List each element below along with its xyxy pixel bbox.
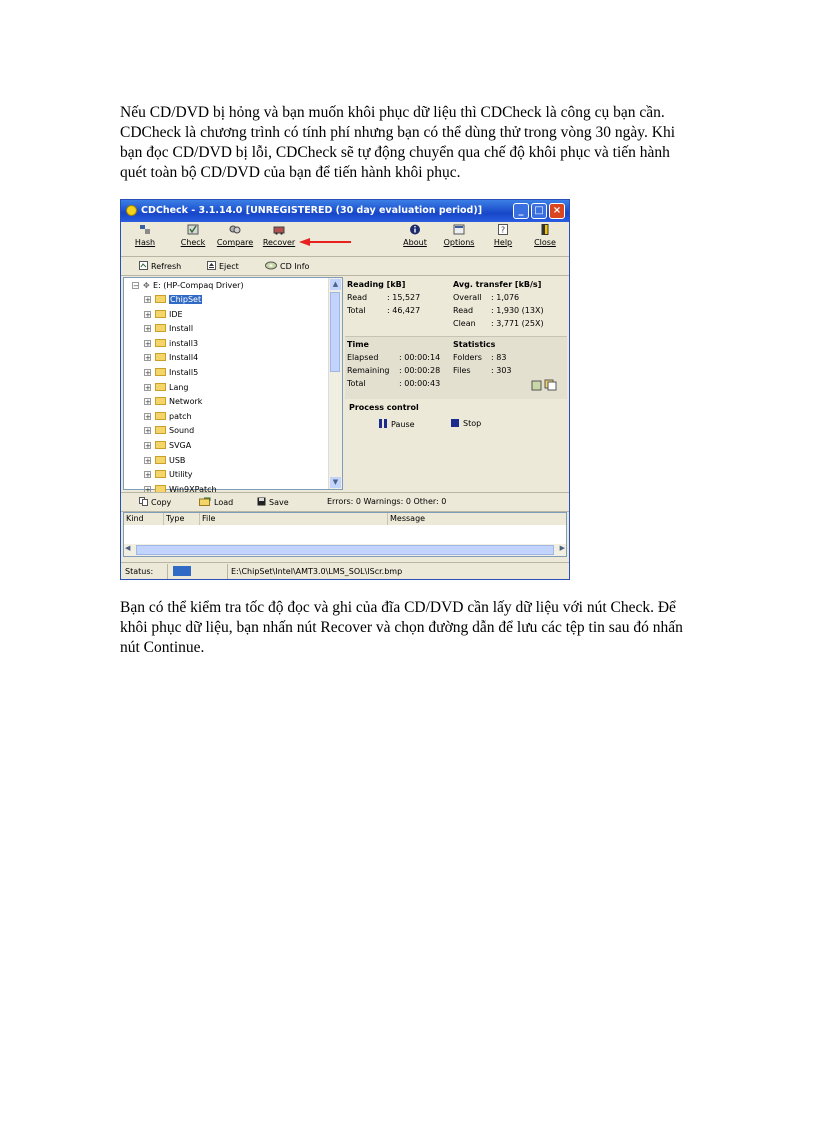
stat-label: Total bbox=[347, 379, 366, 388]
stat-label: Clean bbox=[453, 319, 476, 328]
tree-folder-item[interactable] bbox=[144, 324, 193, 336]
stat-label: Overall bbox=[453, 293, 482, 302]
pause-icon bbox=[379, 419, 387, 428]
folder-label: Sound bbox=[169, 426, 195, 436]
folder-label: ChipSet bbox=[170, 295, 202, 304]
stat-value: : 303 bbox=[491, 366, 512, 375]
tree-scroll-thumb[interactable] bbox=[330, 292, 340, 372]
folder-icon bbox=[155, 353, 166, 361]
outro-paragraph: Bạn có thể kiểm tra tốc độ đọc và ghi của đĩa CD/DVD cần lấy dữ liệu với nút Check. Để khôi phục dữ liệu, bạn nhấn nút Recover và chọn đường dẫn để lưu các tệp tin sau đó nhấn nút Continue. bbox=[120, 599, 683, 656]
log-summary: Errors: 0 Warnings: 0 Other: 0 bbox=[327, 497, 447, 506]
recover-button[interactable]: Recover bbox=[259, 224, 299, 247]
expand-icon[interactable]: + bbox=[145, 296, 151, 304]
eject-button[interactable]: Eject bbox=[207, 261, 239, 271]
folder-icon bbox=[155, 324, 166, 332]
expand-icon[interactable]: + bbox=[145, 442, 151, 450]
expand-icon[interactable]: + bbox=[145, 383, 151, 392]
cd-disc-icon bbox=[265, 261, 277, 270]
load-button[interactable]: Load bbox=[199, 497, 233, 507]
stat-value: : 3,771 (25X) bbox=[491, 319, 544, 328]
collapse-icon[interactable]: − bbox=[133, 282, 139, 290]
stat-label: Elapsed bbox=[347, 353, 379, 362]
status-progress-bar bbox=[173, 566, 191, 576]
cdcheck-window bbox=[120, 199, 570, 580]
log-horizontal-scrollbar[interactable] bbox=[124, 544, 566, 556]
cd-drive-icon: ✥ bbox=[143, 281, 150, 290]
scroll-right-icon[interactable]: ▶ bbox=[559, 544, 565, 552]
stop-icon bbox=[451, 419, 459, 427]
expand-icon[interactable]: + bbox=[145, 325, 151, 334]
column-type[interactable]: Type bbox=[164, 513, 200, 525]
folder-label: Install5 bbox=[169, 368, 199, 377]
folder-label: Network bbox=[169, 397, 203, 407]
compare-button[interactable]: Compare bbox=[215, 224, 255, 247]
reading-title: Reading [kB] bbox=[347, 280, 406, 289]
secondary-toolbar bbox=[121, 257, 569, 276]
folder-icon bbox=[155, 426, 166, 434]
stat-label: Total bbox=[347, 306, 366, 315]
expand-icon[interactable]: + bbox=[145, 485, 151, 494]
folder-label: SVGA bbox=[169, 441, 192, 450]
stat-label: Folders bbox=[453, 353, 482, 362]
tree-vertical-scrollbar[interactable] bbox=[328, 278, 342, 489]
title-bar[interactable] bbox=[121, 200, 569, 222]
stat-value: : 00:00:43 bbox=[399, 379, 441, 388]
options-icon bbox=[453, 224, 465, 235]
tree-folder-item[interactable] bbox=[144, 441, 191, 453]
status-divider bbox=[167, 564, 168, 579]
status-bar bbox=[121, 562, 569, 580]
status-divider bbox=[227, 564, 228, 579]
expand-icon[interactable]: + bbox=[145, 369, 151, 377]
tree-folder-item[interactable] bbox=[144, 412, 192, 424]
folder-icon bbox=[155, 470, 166, 478]
stop-button[interactable]: Stop bbox=[451, 419, 481, 428]
stat-value: : 83 bbox=[491, 353, 507, 362]
tree-folder-item[interactable] bbox=[144, 470, 193, 482]
expand-icon[interactable]: + bbox=[145, 354, 151, 363]
stat-value: : 1,930 (13X) bbox=[491, 306, 544, 315]
check-icon bbox=[187, 224, 199, 235]
tree-folder-item[interactable] bbox=[144, 310, 183, 322]
tree-folder-item[interactable] bbox=[144, 295, 202, 307]
folder-icon bbox=[155, 397, 166, 405]
statistics-title: Statistics bbox=[453, 340, 496, 349]
tree-folder-item[interactable] bbox=[144, 339, 198, 351]
stats-panel bbox=[345, 277, 567, 490]
expand-icon[interactable]: + bbox=[145, 339, 151, 348]
reading-section bbox=[345, 277, 567, 337]
hash-button[interactable]: Hash bbox=[125, 224, 165, 247]
stat-label: Read bbox=[453, 306, 474, 315]
door-exit-icon bbox=[539, 224, 551, 235]
log-list[interactable] bbox=[123, 512, 567, 557]
time-title: Time bbox=[347, 340, 369, 349]
folder-icon bbox=[155, 310, 166, 318]
folder-label: IDE bbox=[169, 309, 183, 319]
column-message[interactable]: Message bbox=[388, 513, 566, 525]
status-current-file: E:\ChipSet\Intel\AMT3.0\LMS_SOL\IScr.bmp bbox=[231, 567, 403, 576]
folder-label: Install bbox=[169, 324, 194, 334]
action-bar bbox=[121, 492, 569, 512]
stat-label: Read bbox=[347, 293, 368, 302]
intro-paragraph: Nếu CD/DVD bị hỏng và bạn muốn khôi phục dữ liệu thì CDCheck là công cụ bạn cần. CDCheck là chương trình có tính phí nhưng bạn có thể dùng thử trong vòng 30 ngày. Khi bạn đọc CD/DVD bị lỗi, CDCheck sẽ tự động chuyển qua chế độ khôi phục và tiến hành quét toàn bộ CD/DVD của bạn để tiến hành khôi phục. bbox=[120, 104, 676, 181]
check-button[interactable]: Check bbox=[173, 224, 213, 247]
floppy-disk-icon bbox=[257, 497, 266, 506]
help-button[interactable]: ? Help bbox=[493, 225, 513, 247]
scroll-left-icon[interactable]: ◀ bbox=[125, 544, 131, 552]
compare-icon bbox=[229, 224, 241, 235]
hash-icon bbox=[139, 224, 151, 235]
expand-icon[interactable]: + bbox=[145, 427, 151, 436]
tree-folder-item[interactable] bbox=[144, 368, 198, 380]
scroll-down-icon[interactable]: ▼ bbox=[330, 477, 341, 488]
eject-icon bbox=[207, 261, 216, 270]
tree-root-drive[interactable]: − ✥ E: (HP-Compaq Driver) bbox=[133, 281, 244, 290]
tree-folder-item[interactable] bbox=[144, 456, 185, 468]
scroll-up-icon[interactable]: ▲ bbox=[330, 279, 341, 290]
maximize-button[interactable]: □ bbox=[531, 203, 547, 219]
pause-button[interactable]: Pause bbox=[379, 419, 415, 429]
folder-icon bbox=[155, 441, 166, 449]
stat-label: Remaining bbox=[347, 366, 390, 375]
red-pointer-arrow-icon bbox=[299, 238, 351, 246]
close-window-button[interactable]: × bbox=[549, 203, 565, 219]
folder-icon bbox=[155, 456, 166, 464]
folder-icon bbox=[155, 295, 166, 303]
tree-folder-item[interactable] bbox=[144, 383, 189, 395]
stat-value: : 1,076 bbox=[491, 293, 520, 302]
copy-button[interactable]: Copy bbox=[139, 497, 171, 507]
minimize-button[interactable]: _ bbox=[513, 203, 529, 219]
stat-value: : 15,527 bbox=[387, 293, 421, 302]
folder-label: install3 bbox=[169, 338, 199, 348]
column-kind[interactable]: Kind bbox=[124, 513, 164, 525]
svg-text:?: ? bbox=[500, 225, 506, 235]
save-button[interactable]: Save bbox=[257, 497, 289, 507]
process-control-section bbox=[345, 399, 567, 490]
stat-value: : 00:00:28 bbox=[399, 366, 441, 375]
tree-folder-item[interactable] bbox=[144, 353, 198, 365]
status-label: Status: bbox=[125, 567, 154, 576]
open-folder-icon bbox=[199, 497, 211, 506]
time-section bbox=[345, 337, 567, 399]
expand-icon[interactable]: + bbox=[145, 310, 151, 319]
copy-icon bbox=[139, 497, 148, 506]
expand-icon[interactable]: + bbox=[145, 456, 151, 465]
folder-icon bbox=[155, 383, 166, 391]
cdcheck-logo-icon bbox=[126, 205, 137, 216]
stat-label: Files bbox=[453, 366, 471, 375]
log-scroll-thumb[interactable] bbox=[136, 545, 554, 555]
folder-label: Install4 bbox=[169, 353, 199, 363]
folder-tree bbox=[123, 277, 343, 494]
help-icon bbox=[497, 224, 509, 235]
folder-icon bbox=[155, 368, 166, 376]
folder-icon bbox=[155, 412, 166, 420]
options-button[interactable]: Options bbox=[439, 224, 479, 247]
cd-info-button[interactable]: CD Info bbox=[265, 261, 309, 271]
window-title: CDCheck - 3.1.14.0 [UNREGISTERED (30 day evaluation period)] bbox=[141, 205, 483, 216]
tree-folder-item[interactable] bbox=[144, 426, 194, 438]
folder-icon bbox=[155, 339, 166, 347]
stat-value: : 00:00:14 bbox=[399, 353, 441, 362]
expand-icon[interactable]: + bbox=[145, 398, 151, 407]
recover-icon bbox=[273, 224, 285, 235]
stat-value: : 46,427 bbox=[387, 306, 421, 315]
transfer-title: Avg. transfer [kB/s] bbox=[453, 280, 542, 289]
folder-label: Lang bbox=[169, 382, 189, 392]
refresh-button[interactable]: Refresh bbox=[139, 261, 181, 271]
folder-label: Utility bbox=[169, 470, 193, 480]
expand-icon[interactable]: + bbox=[145, 412, 151, 421]
refresh-icon bbox=[139, 261, 148, 270]
close-button[interactable]: Close bbox=[525, 224, 565, 247]
expand-icon[interactable]: + bbox=[145, 471, 151, 480]
tree-folder-item[interactable] bbox=[144, 397, 202, 409]
folder-label: USB bbox=[169, 455, 186, 465]
process-control-title: Process control bbox=[349, 403, 419, 412]
export-icons[interactable] bbox=[531, 379, 557, 391]
column-file[interactable]: File bbox=[200, 513, 388, 525]
info-icon bbox=[409, 224, 421, 235]
about-button[interactable]: About bbox=[395, 224, 435, 247]
folder-label: Win9XPatch bbox=[169, 484, 217, 494]
folder-label: patch bbox=[169, 411, 192, 421]
